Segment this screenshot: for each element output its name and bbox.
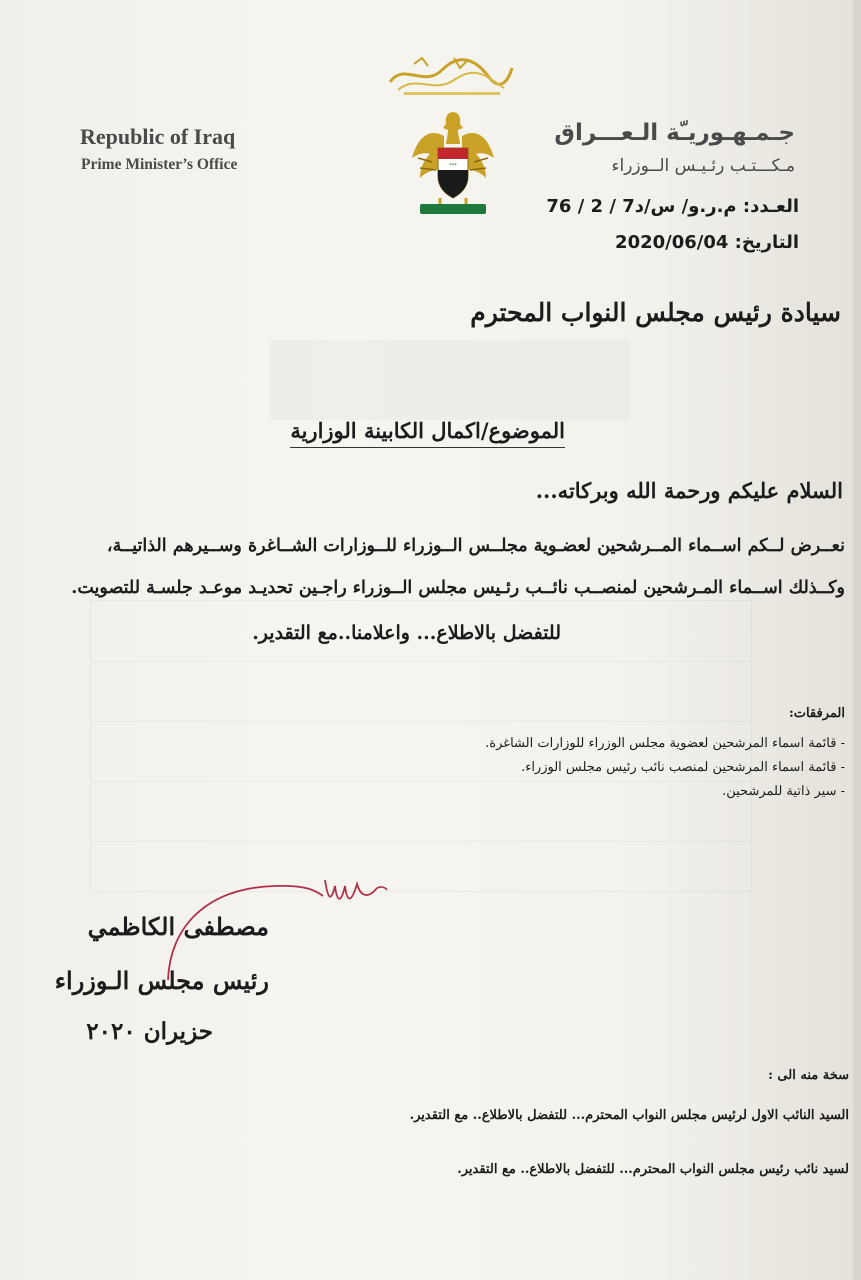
attachment-item: - قائمة اسماء المرشحين لعضوية مجلس الوزراء للوزارات الشاغرة.: [485, 736, 845, 751]
copies-label: سخة منه الى :: [768, 1068, 849, 1083]
reference-label: العـدد:: [742, 196, 799, 217]
bleed-through-block: [270, 340, 630, 420]
attachment-item: - قائمة اسماء المرشحين لمنصب نائب رئيس مجلس الوزراء.: [521, 760, 845, 775]
subject-line: الموضوع/اكمال الكابينة الوزارية: [290, 418, 565, 448]
svg-text:***: ***: [449, 163, 457, 169]
reference-line: [546, 196, 799, 217]
copy-recipient: لسيد نائب رئيس مجلس النواب المحترم... للتفضل بالاطلاع.. مع التقدير.: [457, 1162, 849, 1177]
date-label: التاريخ:: [734, 232, 799, 253]
arabic-country-name: جـمـهـوريـّة الـعـــراق: [554, 120, 795, 146]
page-edge-shadow: [853, 0, 861, 1280]
attachments-label: المرفقات:: [788, 706, 845, 721]
body-line-3: للتفضل بالاطلاع... واعلامنا..مع التقدير.: [252, 622, 561, 644]
body-line-1: نعــرض لــكم اســماء المــرشحين لعضـوية مجلــس الــوزراء للــوزارات الشــاغرة وســيرهم الذاتيــة،: [106, 536, 845, 556]
copy-recipient: السيد النائب الاول لرئيس مجلس النواب المحترم... للتفضل بالاطلاع.. مع التقدير.: [409, 1108, 849, 1123]
signature-date: حزيران ٢٠٢٠: [86, 1018, 213, 1045]
date-line: [615, 232, 799, 253]
reference-number: م.ر.و/ س/د7 / 2 / 76: [546, 196, 737, 217]
signatory-title: رئيس مجلس الـوزراء: [54, 966, 269, 995]
attachment-item: - سير ذاتية للمرشحين.: [722, 784, 845, 799]
body-line-2: وكــذلك اســماء المـرشحين لمنصــب نائــب رئـيس مجلس الــوزراء راجـين تحديـد موعـد جلسـة للتصويت.: [71, 578, 845, 598]
iraq-eagle-emblem-icon: [410, 106, 496, 228]
english-office-name: Prime Minister’s Office: [81, 156, 238, 173]
addressee: سيادة رئيس مجلس النواب المحترم: [470, 298, 841, 327]
date-value: 2020/06/04: [615, 232, 729, 253]
greeting: السلام عليكم ورحمة الله وبركاته...: [535, 478, 843, 503]
english-country-name: Republic of Iraq: [80, 124, 236, 149]
arabic-office-name: مـكـــتـب رئـيـس الــوزراء: [611, 156, 795, 176]
signatory-name: مصطفى الكاظمي: [87, 912, 269, 941]
calligraphy-seal-icon: [384, 52, 516, 98]
